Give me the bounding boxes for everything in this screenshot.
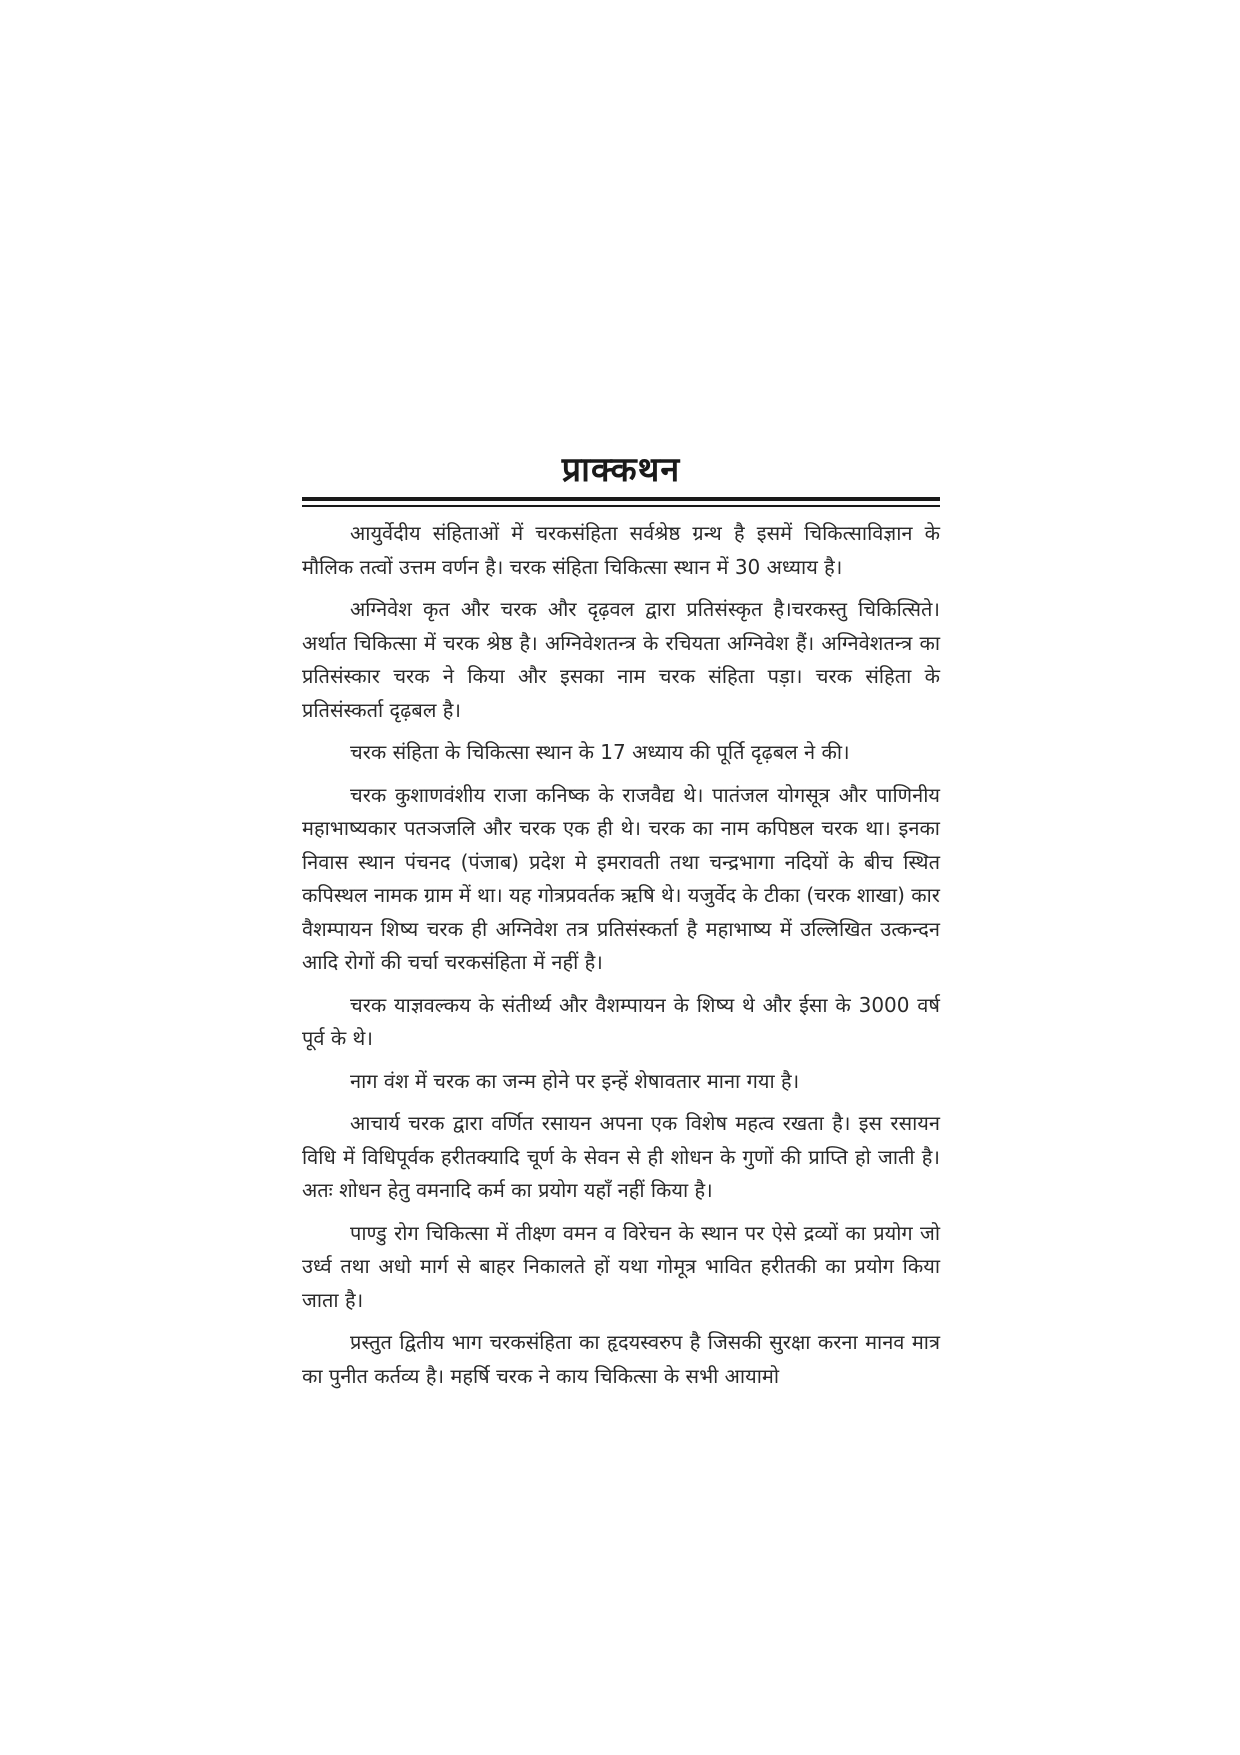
title-rule-thin <box>302 505 940 507</box>
title-rule-thick <box>302 497 940 501</box>
paragraph: चरक संहिता के चिकित्सा स्थान के 17 अध्याय की पूर्ति दृढ़बल ने की। <box>350 740 850 764</box>
paragraph: चरक कुशाणवंशीय राजा कनिष्क के राजवैद्य थे। पातंजल योगसूत्र और पाणिनीय महाभाष्यकार पतञजलि और चरक एक ही थे। चरक का नाम कपिष्ठल चरक था। इनका निवास स्थान पंचनद (पंजाब) प्रदेश मे इमरावती तथा चन्द्रभागा नदियों के बीच स्थित कपिस्थल नामक ग्राम में था। यह गोत्रप्रवर्तक ऋषि थे। यजुर्वेद के टीका (चरक शाखा) कार वैशम्पायन शिष्य चरक ही अग्निवेश तत्र प्रतिसंस्कर्ता है महाभाष्य में उल्लिखित उत्कन्दन आदि रोगों की चर्चा चरकसंहिता में नहीं है। <box>302 782 940 974</box>
paragraph: आचार्य चरक द्वारा वर्णित रसायन अपना एक विशेष महत्व रखता है। इस रसायन विधि में विधिपूर्वक हरीतक्यादि चूर्ण के सेवन से ही शोधन के गुणों की प्राप्ति हो जाती है। अतः शोधन हेतु वमनादि कर्म का प्रयोग यहाँ नहीं किया है। <box>302 1111 940 1202</box>
paragraph: पाण्डु रोग चिकित्सा में तीक्ष्ण वमन व विरेचन के स्थान पर ऐसे द्रव्यों का प्रयोग जो उर्ध्व तथा अधो मार्ग से बाहर निकालते हों यथा गोमूत्र भावित हरीतकी का प्रयोग किया जाता है। <box>302 1220 940 1312</box>
paragraph: अग्निवेश कृत और चरक और दृढ़वल द्वारा प्रतिसंस्कृत है।चरकस्तु चिकित्सिते। अर्थात चिकित्सा में चरक श्रेष्ठ है। अग्निवेशतन्त्र के रचियता अग्निवेश हैं। अग्निवेशतन्त्र का प्रतिसंस्कार चरक ने किया और इसका नाम चरक संहिता पड़ा। चरक संहिता के प्रतिसंस्कर्ता दृढ़बल है। <box>302 597 940 722</box>
page-title: प्राक्कथन <box>561 450 681 490</box>
paragraph: नाग वंश में चरक का जन्म होने पर इन्हें शेषावतार माना गया है। <box>350 1068 800 1093</box>
paragraph: आयुर्वेदीय संहिताओं में चरकसंहिता सर्वश्रेष्ठ ग्रन्थ है इसमें चिकित्साविज्ञान के मौलिक तत्वों उत्तम वर्णन है। चरक संहिता चिकित्सा स्थान में 30 अध्याय है। <box>302 521 940 579</box>
paragraph: प्रस्तुत द्वितीय भाग चरकसंहिता का हृदयस्वरुप है जिसकी सुरक्षा करना मानव मात्र का पुनीत कर्तव्य है। महर्षि चरक ने काय चिकित्सा के सभी आयामो <box>302 1330 940 1388</box>
body-text <box>302 517 940 1402</box>
paragraph: चरक याज्ञवल्कय के संतीर्थ्य और वैशम्पायन के शिष्य थे और ईसा के 3000 वर्ष पूर्व के थे। <box>302 992 940 1050</box>
